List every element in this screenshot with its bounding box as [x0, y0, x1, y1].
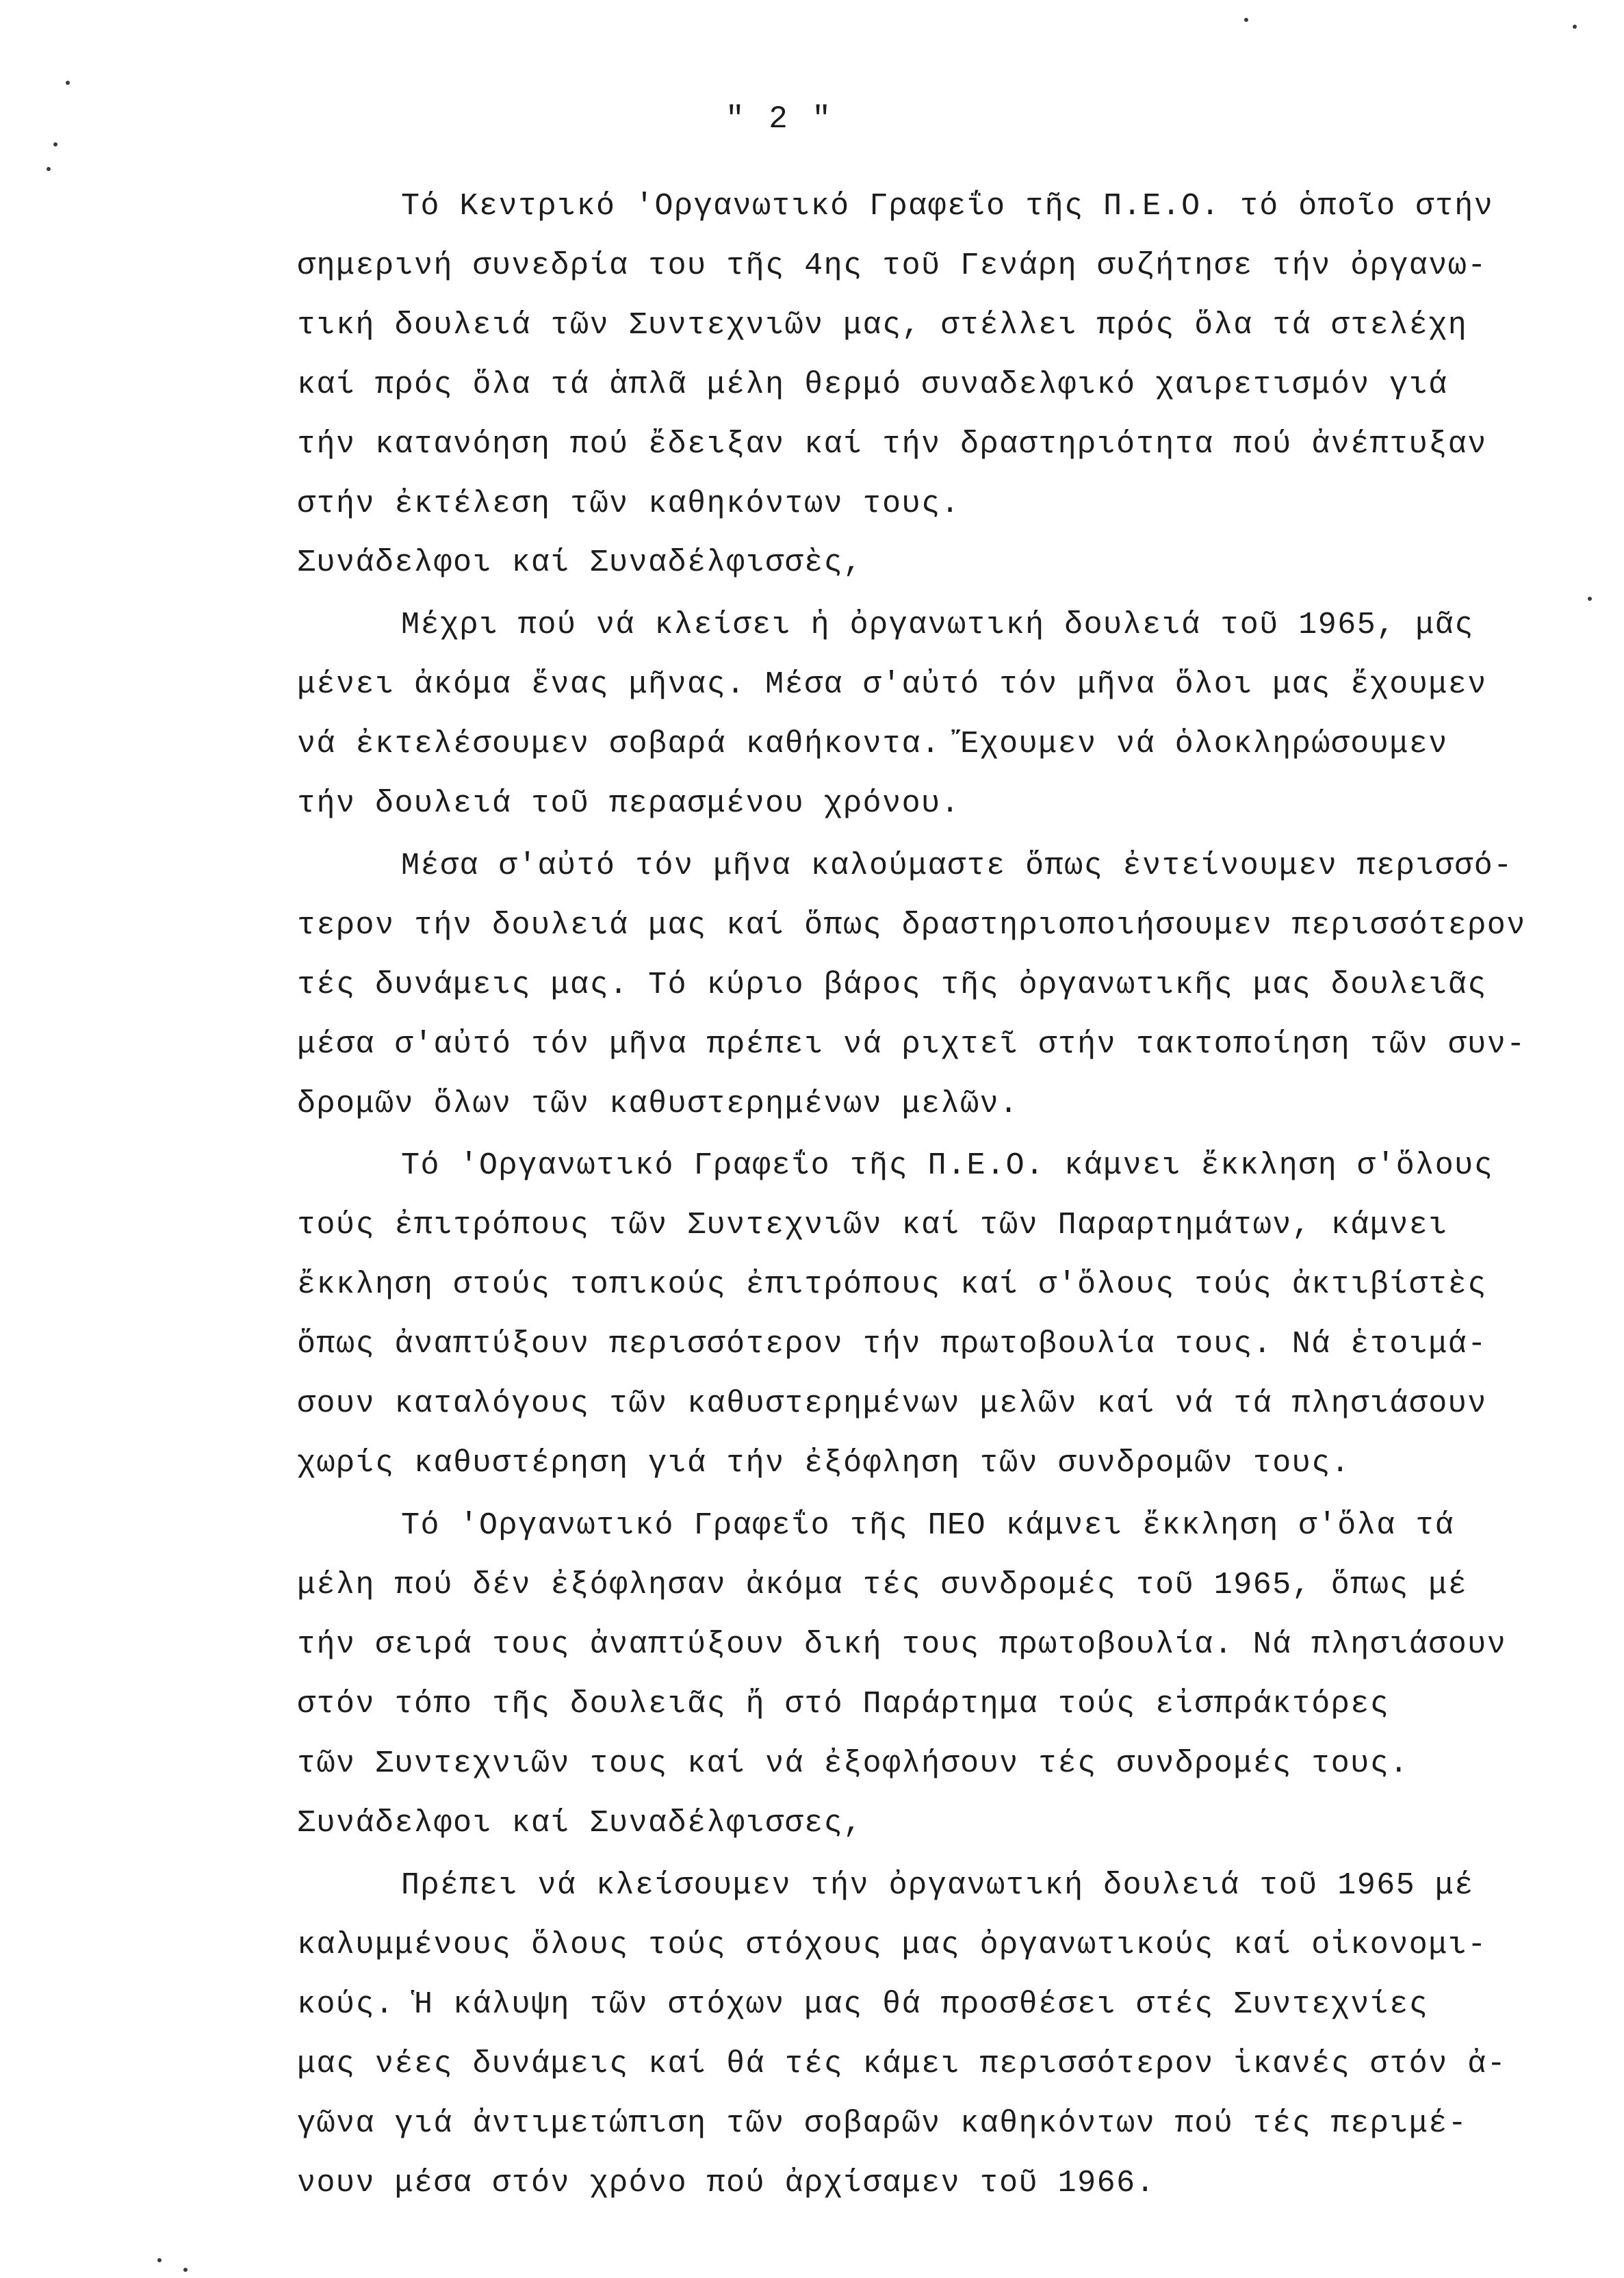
text-line: Τό Κεντρικό 'Οργανωτικό Γραφεΐο τῆς Π.Ε.Ο. τό ὁποῖο στήν — [401, 189, 1494, 224]
text-line: Τό 'Οργανωτικό Γραφεΐο τῆς ΠΕΟ κάμνει ἔκκληση σ'ὅλα τά — [401, 1508, 1455, 1543]
scan-speck — [1573, 25, 1577, 29]
text-line: στήν ἐκτέλεση τῶν καθηκόντων τους. — [297, 487, 961, 521]
text-line: μέσα σ'αὐτό τόν μῆνα πρέπει νά ριχτεῖ στήν τακτοποίηση τῶν συν- — [297, 1027, 1526, 1062]
text-line: νουν μέσα στόν χρόνο πού ἀρχίσαμεν τοῦ 1966. — [297, 2166, 1156, 2201]
text-line: Μέσα σ'αὐτό τόν μῆνα καλούμαστε ὅπως ἐντείνουμεν περισσό- — [401, 849, 1513, 883]
scan-speck — [1244, 18, 1248, 22]
text-line: γῶνα γιά ἀντιμετώπιση τῶν σοβαρῶν καθηκόντων πού τές περιμέ- — [297, 2106, 1468, 2141]
text-line: στόν τόπο τῆς δουλειᾶς ἤ στό Παράρτημα τούς εἰσπράκτόρες — [297, 1687, 1390, 1722]
text-line: τήν δουλειά τοῦ περασμένου χρόνου. — [297, 786, 961, 821]
text-line: καλυμμένους ὅλους τούς στόχους μας ὀργανωτικούς καί οἰκονομι- — [297, 1928, 1487, 1963]
text-line: μας νέες δυνάμεις καί θά τές κάμει περισσότερον ἱκανές στόν ἀ- — [297, 2047, 1507, 2082]
text-line: κούς. Ἡ κάλυψη τῶν στόχων μας θά προσθέσει στές Συντεχνίες — [297, 1987, 1429, 2022]
scan-speck — [53, 142, 57, 146]
text-line: Τό 'Οργανωτικό Γραφεΐο τῆς Π.Ε.Ο. κάμνει ἔκκληση σ'ὅλους — [401, 1148, 1494, 1183]
text-line: μέλη πού δέν ἐξόφλησαν ἀκόμα τές συνδρομές τοῦ 1965, ὅπως μέ — [297, 1568, 1468, 1603]
text-line: ἔκκληση στούς τοπικούς ἐπιτρόπους καί σ'ὅλους τούς ἀκτιβίστὲς — [297, 1267, 1487, 1302]
text-line: τούς ἐπιτρόπους τῶν Συντεχνιῶν καί τῶν Παραρτημάτων, κάμνει — [297, 1208, 1448, 1243]
text-line: μένει ἀκόμα ἕνας μῆνας. Μέσα σ'αὐτό τόν μῆνα ὅλοι μας ἔχουμεν — [297, 667, 1487, 702]
text-line: σημερινή συνεδρία του τῆς 4ης τοῦ Γενάρη συζήτησε τήν ὀργανω- — [297, 248, 1487, 283]
text-line: τήν σειρά τους ἀναπτύξουν δική τους πρωτοβουλία. Νά πλησιάσουν — [297, 1627, 1507, 1662]
text-line: Μέχρι πού νά κλείσει ἡ ὀργανωτική δουλειά τοῦ 1965, μᾶς — [401, 608, 1474, 643]
text-line: Πρέπει νά κλείσουμεν τήν ὀργανωτική δουλειά τοῦ 1965 μέ — [401, 1868, 1474, 1903]
text-line: ὅπως ἀναπτύξουν περισσότερον τήν πρωτοβουλία τους. Νά ἑτοιμά- — [297, 1327, 1487, 1362]
text-line: τερον τήν δουλειά μας καί ὅπως δραστηριοποιήσουμεν περισσότερον — [297, 908, 1526, 943]
text-line: τήν κατανόηση πού ἔδειξαν καί τήν δραστηριότητα πού ἀνέπτυξαν — [297, 427, 1487, 462]
scan-speck — [157, 2258, 162, 2262]
scan-speck — [183, 2268, 188, 2272]
text-line: τική δουλειά τῶν Συντεχνιῶν μας, στέλλει πρός ὅλα τά στελέχη — [297, 308, 1468, 343]
salutation-line: Συνάδελφοι καί Συναδέλφισσὲς, — [297, 545, 863, 580]
text-line: νά ἐκτελέσουμεν σοβαρά καθήκοντα. Ἔχουμεν νά ὁλοκληρώσουμεν — [297, 727, 1448, 762]
text-line: καί πρός ὅλα τά ἁπλᾶ μέλη θερμό συναδελφικό χαιρετισμόν γιά — [297, 367, 1448, 402]
scan-speck — [47, 167, 51, 171]
scan-speck — [1588, 597, 1592, 601]
page-number: " 2 " — [725, 101, 834, 137]
text-line: σουν καταλόγους τῶν καθυστερημένων μελῶν καί νά τά πλησιάσουν — [297, 1386, 1487, 1421]
scan-speck — [66, 81, 70, 85]
text-line: χωρίς καθυστέρηση γιά τήν ἐξόφληση τῶν συνδρομῶν τους. — [297, 1446, 1351, 1481]
salutation-line: Συνάδελφοι καί Συναδέλφισσες, — [297, 1806, 863, 1841]
text-line: δρομῶν ὅλων τῶν καθυστερημένων μελῶν. — [297, 1087, 1019, 1122]
text-line: τές δυνάμεις μας. Τό κύριο βάρος τῆς ὀργανωτικῆς μας δουλειᾶς — [297, 968, 1487, 1002]
text-line: τῶν Συντεχνιῶν τους καί νά ἐξοφλήσουν τές συνδρομές τους. — [297, 1746, 1409, 1781]
